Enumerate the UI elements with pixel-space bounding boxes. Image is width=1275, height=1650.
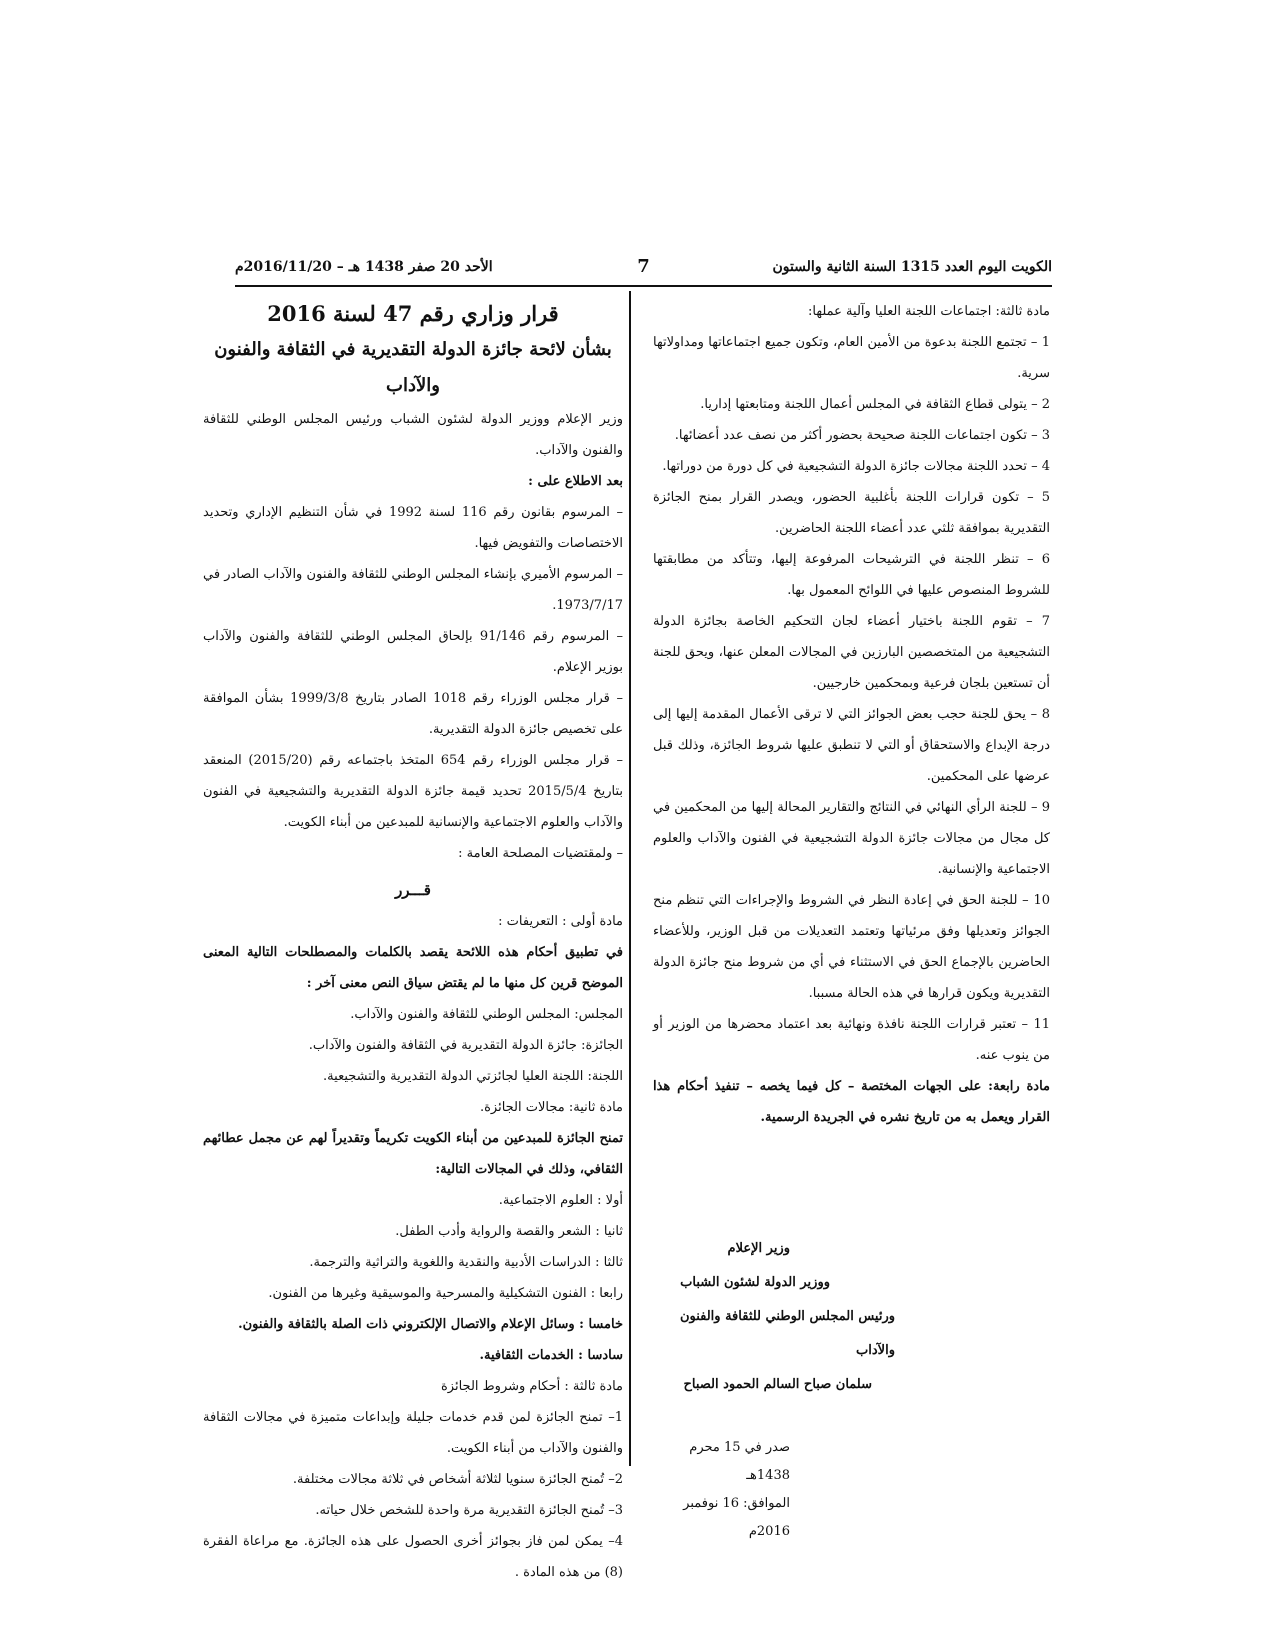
article2-title: مادة ثانية: مجالات الجائزة. bbox=[479, 1100, 623, 1115]
signature-name: سلمان صباح السالم الحمود الصباح bbox=[683, 1377, 872, 1392]
reference-item: – ولمقتضيات المصلحة العامة : bbox=[458, 846, 623, 861]
field-item: ثالثا : الدراسات الأدبية والنقدية واللغوية والتراثية والترجمة. bbox=[309, 1255, 623, 1270]
article3-item: 11 – تعتبر قرارات اللجنة نافذة ونهائية بعد اعتماد محضرها من الوزير أو من ينوب عنه. bbox=[653, 1017, 1050, 1063]
signature-title: ووزير الدولة لشئون الشباب bbox=[680, 1275, 830, 1290]
article1-body: في تطبيق أحكام هذه اللائحة يقصد بالكلمات والمصطلحات التالية المعنى الموضح قرين كل منها ما لم يقتض سياق النص معنى آخر : bbox=[203, 945, 623, 991]
after-review-label: بعد الاطلاع على : bbox=[528, 474, 623, 489]
article2-body: تمنح الجائزة للمبدعين من أبناء الكويت تكريماً وتقديراً لهم عن مجمل عطائهم الثقافي، وذلك في المجالات التالية: bbox=[203, 1131, 623, 1177]
decree-title: قرار وزاري رقم 47 لسنة 2016 bbox=[267, 301, 559, 326]
issue-date-hijri: صدر في 15 محرم 1438هـ bbox=[689, 1440, 790, 1483]
article3-item: 9 – للجنة الرأي النهائي في النتائج والتقارير المحالة إليها من المحكمين في كل مجال من مجالات جائزة الدولة التشجيعية في الفنون والآداب والعلوم الاجتماعية والإنسانية. bbox=[653, 800, 1050, 877]
article3-item: 7 – تقوم اللجنة باختيار أعضاء لجان التحكيم الخاصة بجائزة الدولة التشجيعية من المتخصصين البارزين في المجالات المعلن عنها، ويحق للجنة أن تستعين بلجان فرعية وبمحكمين خارجيين. bbox=[653, 614, 1050, 691]
field-item: سادسا : الخدمات الثقافية. bbox=[479, 1348, 623, 1363]
reference-item: – المرسوم الأميري بإنشاء المجلس الوطني للثقافة والفنون والآداب الصادر في 1973/7/17. bbox=[203, 567, 623, 613]
article3-item: 10 – للجنة الحق في إعادة النظر في الشروط والإجراءات التي تنظم منح الجوائز وتعديلها وفق مرئياتها وتعتمد التعديلات من قبل الوزير، وللأعضاء الحاضرين بالإجماع الحق في الاستثناء في أي من شروط منح جائزة الدولة التقديرية ويكون قرارها في هذه الحالة مسببا. bbox=[653, 893, 1050, 1001]
definition-item: المجلس: المجلس الوطني للثقافة والفنون والآداب. bbox=[350, 1007, 623, 1022]
signature-title: ورئيس المجلس الوطني للثقافة والفنون والآداب bbox=[679, 1309, 895, 1358]
left-column bbox=[203, 296, 623, 1588]
article3-item: 8 – يحق للجنة حجب بعض الجوائز التي لا ترقى الأعمال المقدمة إليها إلى درجة الإبداع والاستحقاق أو التي لا تنطبق عليها شروط الجائزة، وذلك قبل عرضها على المحكمين. bbox=[653, 707, 1050, 784]
header-date: الأحد 20 صفر 1438 هـ – 2016/11/20م bbox=[235, 259, 493, 275]
right-column bbox=[653, 296, 1050, 1133]
condition-item: 2– تُمنح الجائزة سنويا لثلاثة أشخاص في ثلاثة مجالات مختلفة. bbox=[292, 1472, 623, 1487]
page-header bbox=[235, 255, 1052, 287]
field-item: خامسا : وسائل الإعلام والاتصال الإلكتروني ذات الصلة بالثقافة والفنون. bbox=[238, 1317, 623, 1332]
condition-item: 4– يمكن لمن فاز بجوائز أخرى الحصول على هذه الجائزة. مع مراعاة الفقرة (8) من هذه المادة . bbox=[203, 1534, 623, 1580]
reference-item: – قرار مجلس الوزراء رقم 654 المتخذ باجتماعه رقم (2015/20) المنعقد بتاريخ 2015/5/4 تحديد قيمة جائزة الدولة التقديرية والتشجيعية في الفنون والآداب والعلوم الاجتماعية والإنسانية للمبدعين من أبناء الكويت. bbox=[203, 753, 624, 830]
column-divider bbox=[629, 291, 631, 1466]
article3-item: 5 – تكون قرارات اللجنة بأغلبية الحضور، ويصدر القرار بمنح الجائزة التقديرية بموافقة ثلثي عدد أعضاء اللجنة الحاضرين. bbox=[653, 490, 1050, 536]
article3-title: مادة ثالثة: اجتماعات اللجنة العليا وآلية عملها: bbox=[808, 304, 1050, 319]
reference-item: – المرسوم بقانون رقم 116 لسنة 1992 في شأن التنظيم الإداري وتحديد الاختصاصات والتفويض فيها. bbox=[203, 505, 623, 551]
field-item: أولا : العلوم الاجتماعية. bbox=[498, 1193, 623, 1208]
header-issue: الكويت اليوم العدد 1315 السنة الثانية والستون bbox=[772, 259, 1052, 275]
reference-item: – قرار مجلس الوزراء رقم 1018 الصادر بتاريخ 1999/3/8 بشأن الموافقة على تخصيص جائزة الدولة التقديرية. bbox=[203, 691, 624, 737]
field-item: رابعا : الفنون التشكيلية والمسرحية والموسيقية وغيرها من الفنون. bbox=[268, 1286, 623, 1301]
decree-intro: وزير الإعلام ووزير الدولة لشئون الشباب ورئيس المجلس الوطني للثقافة والفنون والآداب. bbox=[203, 412, 623, 458]
issue-date-gregorian: الموافق: 16 نوفمبر 2016م bbox=[683, 1496, 790, 1539]
signature-title: وزير الإعلام bbox=[727, 1241, 790, 1256]
signature-block bbox=[653, 1232, 1050, 1402]
condition-item: 3– تُمنح الجائزة التقديرية مرة واحدة للشخص خلال حياته. bbox=[315, 1503, 623, 1518]
article3-item: 1 – تجتمع اللجنة بدعوة من الأمين العام، وتكون جميع اجتماعاتها ومداولاتها سرية. bbox=[653, 335, 1050, 381]
article3-item: 4 – تحدد اللجنة مجالات جائزة الدولة التشجيعية في كل دورة من دوراتها. bbox=[662, 459, 1050, 474]
article3-item: 6 – تنظر اللجنة في الترشيحات المرفوعة إليها، وتتأكد من مطابقتها للشروط المنصوص عليها في اللوائح المعمول بها. bbox=[653, 552, 1051, 598]
article3-title: مادة ثالثة : أحكام وشروط الجائزة bbox=[440, 1379, 623, 1394]
condition-item: 1– تمنح الجائزة لمن قدم خدمات جليلة وإبداعات متميزة في مجالات الثقافة والفنون والآداب من أبناء الكويت. bbox=[203, 1410, 623, 1456]
definition-item: اللجنة: اللجنة العليا لجائزتي الدولة التقديرية والتشجيعية. bbox=[323, 1069, 623, 1084]
article4-paragraph: مادة رابعة: على الجهات المختصة – كل فيما يخصه – تنفيذ أحكام هذا القرار ويعمل به من تاريخ نشره في الجريدة الرسمية. bbox=[653, 1079, 1050, 1125]
definition-item: الجائزة: جائزة الدولة التقديرية في الثقافة والفنون والآداب. bbox=[308, 1038, 623, 1053]
article1-title: مادة أولى : التعريفات : bbox=[498, 914, 623, 929]
decree-subtitle: بشأن لائحة جائزة الدولة التقديرية في الثقافة والفنون والآداب bbox=[214, 339, 612, 396]
reference-item: – المرسوم رقم 91/146 بإلحاق المجلس الوطني للثقافة والفنون والآداب بوزير الإعلام. bbox=[203, 629, 623, 675]
decided-heading: قـــرر bbox=[395, 881, 431, 899]
article3-item: 3 – تكون اجتماعات اللجنة صحيحة بحضور أكثر من نصف عدد أعضائها. bbox=[674, 428, 1050, 443]
issue-date-block bbox=[653, 1434, 1050, 1546]
field-item: ثانيا : الشعر والقصة والرواية وأدب الطفل. bbox=[395, 1224, 623, 1239]
article3-item: 2 – يتولى قطاع الثقافة في المجلس أعمال اللجنة ومتابعتها إداريا. bbox=[700, 397, 1050, 412]
page-number: 7 bbox=[637, 256, 650, 277]
